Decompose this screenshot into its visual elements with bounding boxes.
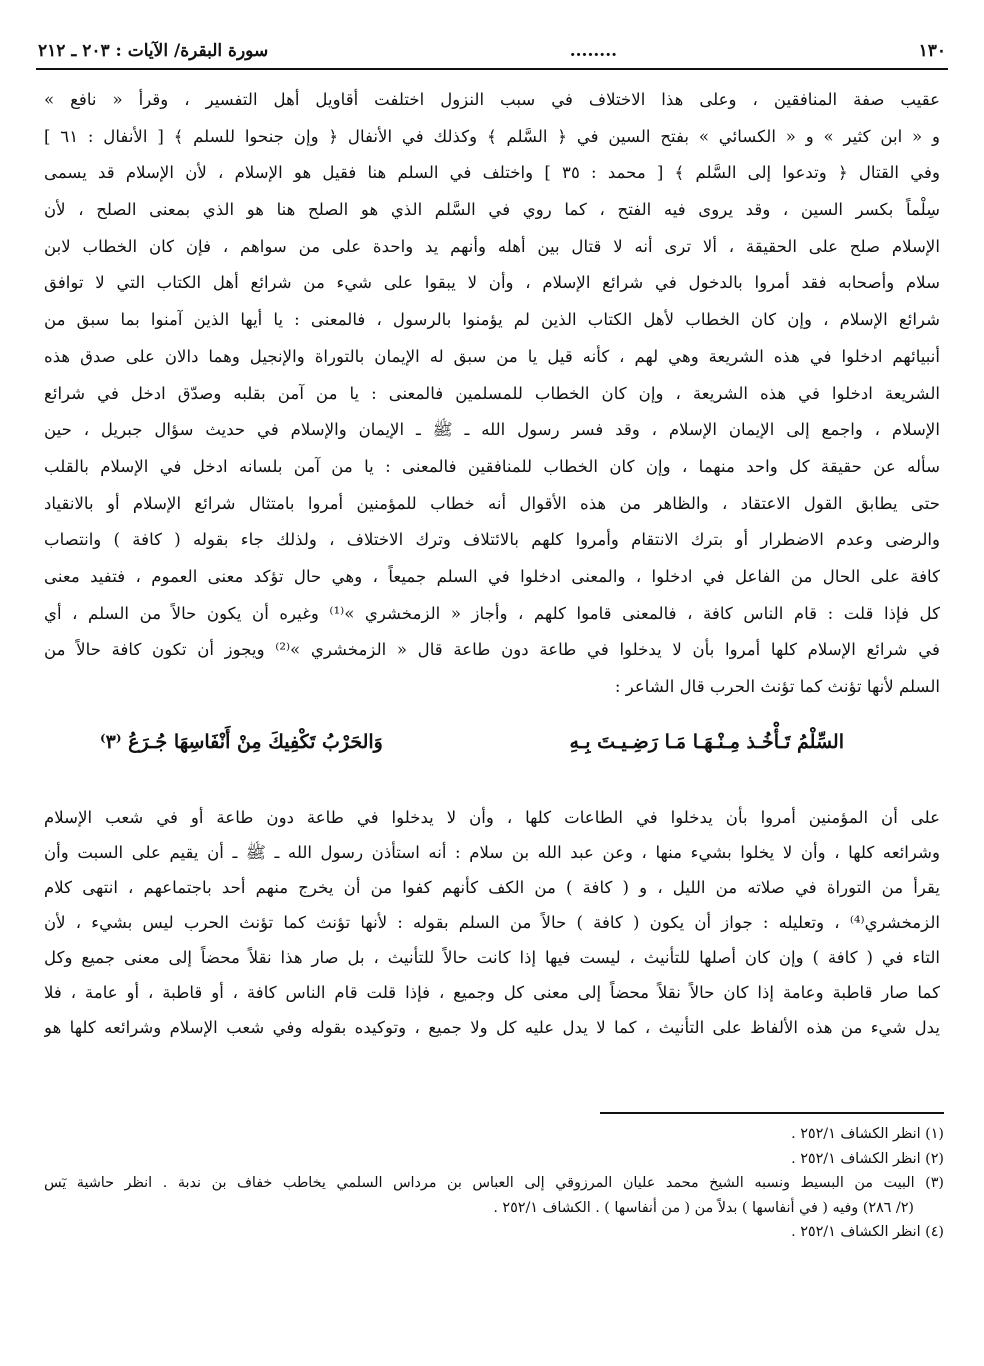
footnote-4: (٤) انظر الكشاف ٢٥٢/١ . bbox=[791, 1224, 944, 1240]
text-line: وفي القتال ﴿ وتدعوا إلى السَّلم ﴾ [ محمد : ٣٥ ] واختلف في السلم هنا فقيل هو الإسلام ، لأن الإسلام قد يسمى bbox=[44, 163, 940, 183]
text-line: كما صار قاطبة وعامة إذا كان حالاً نقلاً محضاً إلى معنى كل وجميع ، فإذا قلت قام الناس كافة ، أو قاطبة ، أو عامة ، فلا bbox=[44, 983, 940, 1002]
text-line: شرائع الإسلام ، وإن كان الخطاب لأهل الكتاب الذين لم يؤمنوا بالرسول ، فالمعنى : يا أيها الذين آمنوا بما سبق من bbox=[44, 310, 940, 330]
text-line: أنبيائهم ادخلوا في هذه الشريعة وهي لهم ، كأنه قيل يا من سبق له الإيمان بالتوراة والإنجيل وهما دالان على صدق هذه bbox=[44, 346, 940, 366]
text-line: سِلْماً بكسر السين ، وقد يروى فيه الفتح ، كما روي في السَّلم الذي هو الصلح هنا هو الذي بمعنى الصلح ، لأن bbox=[44, 200, 940, 220]
text-line: كافة على الحال من الفاعل في ادخلوا ، والمعنى ادخلوا في السلم جميعاً ، وهي حال تؤكد معنى العموم ، فتفيد معنى bbox=[44, 566, 940, 586]
text-line: يقرأ من التوراة في صلاته من الليل ، و ( كافة ) من الكف كأنهم كفوا من أن يخرج منهم أحد باجتماعهم ، انتهى كلام bbox=[44, 878, 940, 897]
text-line: الإسلام صلح على الحقيقة ، ألا ترى أنه لا قتال بين أهله وأنهم يد واحدة على من سواهم ، فإن كان الخطاب لابن bbox=[44, 236, 940, 256]
page-number: ١٣٠ bbox=[918, 41, 946, 61]
footnote-1: (١) انظر الكشاف ٢٥٢/١ . bbox=[791, 1126, 944, 1142]
text-line: كل فإذا قلت : قام الناس كافة ، فالمعنى قاموا كلهم ، وأجاز « الزمخشري »⁽¹⁾ وغيره أن يكون حالاً من السلم ، أي bbox=[44, 603, 940, 623]
surah-label: سورة البقرة/ الآيات : ٢٠٣ ـ ٢١٢ bbox=[38, 41, 269, 61]
footnote-3: (٣) البيت من البسيط ونسبه الشيخ محمد عليان المرزوقي إلى العباس بن مرداس السلمي يخاطب خفاف بن ندبة . انظر حاشية يٓس bbox=[44, 1175, 944, 1191]
verse-first-hemistich: السِّلْمُ تَـأْخُـذ مِـنْـهَـا مَـا رَضِـيـتَ بِـهِ bbox=[569, 731, 844, 753]
footnotes bbox=[44, 1122, 944, 1245]
running-header bbox=[38, 36, 946, 66]
header-rule bbox=[36, 68, 948, 70]
text-line: في شرائع الإسلام كلها أمروا بأن لا يدخلوا في طاعة دون طاعة قال « الزمخشري »⁽²⁾ ويجوز أن تكون كافة حالاً من bbox=[44, 640, 940, 660]
text-line: سلام وأصحابه فقد أمروا بالدخول في شرائع الإسلام ، وأن لا يبقوا على شيء من شرائع أهل الكتاب التي لا توافق bbox=[44, 273, 940, 293]
text-line: الشريعة ادخلوا في هذه الشريعة ، وإن كان الخطاب للمسلمين فالمعنى : يا من آمن بقلبه وصدّق ادخل في شرائع bbox=[44, 383, 940, 403]
text-line: وشرائعه كلها ، وأن لا يخلوا بشيء منها ، وعن عبد الله بن سلام : أنه استأذن رسول الله ـ ﷺ ـ أن يقيم على السبت وأن bbox=[44, 843, 940, 862]
footnote-2: (٢) انظر الكشاف ٢٥٢/١ . bbox=[791, 1150, 944, 1167]
text-line: الزمخشري⁽⁴⁾ ، وتعليله : جواز أن يكون ( كافة ) حالاً من السلم بقوله : لأنها تؤنث كما تؤنث الحرب ليس بشيء ، لأن bbox=[44, 913, 940, 932]
text-line: سأله عن حقيقة كل واحد منهما ، وإن كان الخطاب للمنافقين فالمعنى : يا من آمن بلسانه ادخل في الإسلام بالقلب bbox=[44, 456, 940, 476]
header-dots: ........ bbox=[569, 41, 618, 61]
text-line: والرضى وعدم الاضطرار أو بترك الانتقام وأمروا كلهم بالائتلاف وترك الاختلاف ، ولذلك جاء بقوله ( كافة ) وانتصاب bbox=[44, 530, 940, 550]
text-line: السلم لأنها تؤنث كما تؤنث الحرب قال الشاعر : bbox=[614, 677, 940, 696]
text-line: على أن المؤمنين أمروا بأن يدخلوا في الطاعات كلها ، وأن لا يدخلوا في طاعة دون طاعة أو في شعب الإسلام bbox=[44, 808, 940, 827]
text-line: التاء في ( كافة ) وإن كان أصلها للتأنيث ، ليست فيها إذا كانت حالاً للتأنيث ، بل صار هذا نقلاً محضاً إلى معنى جميع وكل bbox=[44, 948, 940, 967]
second-text-block bbox=[44, 800, 940, 1045]
footnote-rule bbox=[600, 1112, 944, 1114]
main-text-block bbox=[44, 82, 940, 706]
poetry-verse bbox=[100, 722, 844, 762]
text-line: يدل شيء من هذه الألفاظ على التأنيث ، كما لا يدل عليه كل ولا جميع ، وتوكيده بقوله وفي شعب الإسلام وشرائعه كلها هو bbox=[44, 1018, 940, 1037]
text-line: و « ابن كثير » و « الكسائي » بفتح السين في ﴿ السَّلم ﴾ وكذلك في الأنفال ﴿ وإن جنحوا للسلم ﴾ [ الأنفال : ٦١ ] bbox=[44, 126, 940, 146]
footnote-3-continued: (٢/ ٢٨٦) وفيه ( في أنفاسها ) بدلاً من ( من أنفاسها ) . الكشاف ٢٥٢/١ . bbox=[493, 1199, 914, 1216]
text-line: عقيب صفة المنافقين ، وعلى هذا الاختلاف في سبب النزول اختلفت أقاويل أهل التفسير ، وقرأ « نافع » bbox=[44, 90, 940, 109]
text-line: الإسلام ، واجمع إلى الإيمان الإسلام ، وقد فسر رسول الله ـ ﷺ ـ الإيمان والإسلام في حديث سؤال جبريل ، حين bbox=[44, 420, 940, 440]
verse-second-hemistich: وَالحَرْبُ تَكْفِيكَ مِنْ أَنْفَاسِهَا جُـرَعُ ⁽٣⁾ bbox=[100, 731, 383, 753]
text-line: حتى يطابق القول الاعتقاد ، والظاهر من هذه الأقوال أنه خطاب للمؤمنين أمروا بامتثال شرائع الإسلام أو بالانقياد bbox=[44, 493, 940, 513]
